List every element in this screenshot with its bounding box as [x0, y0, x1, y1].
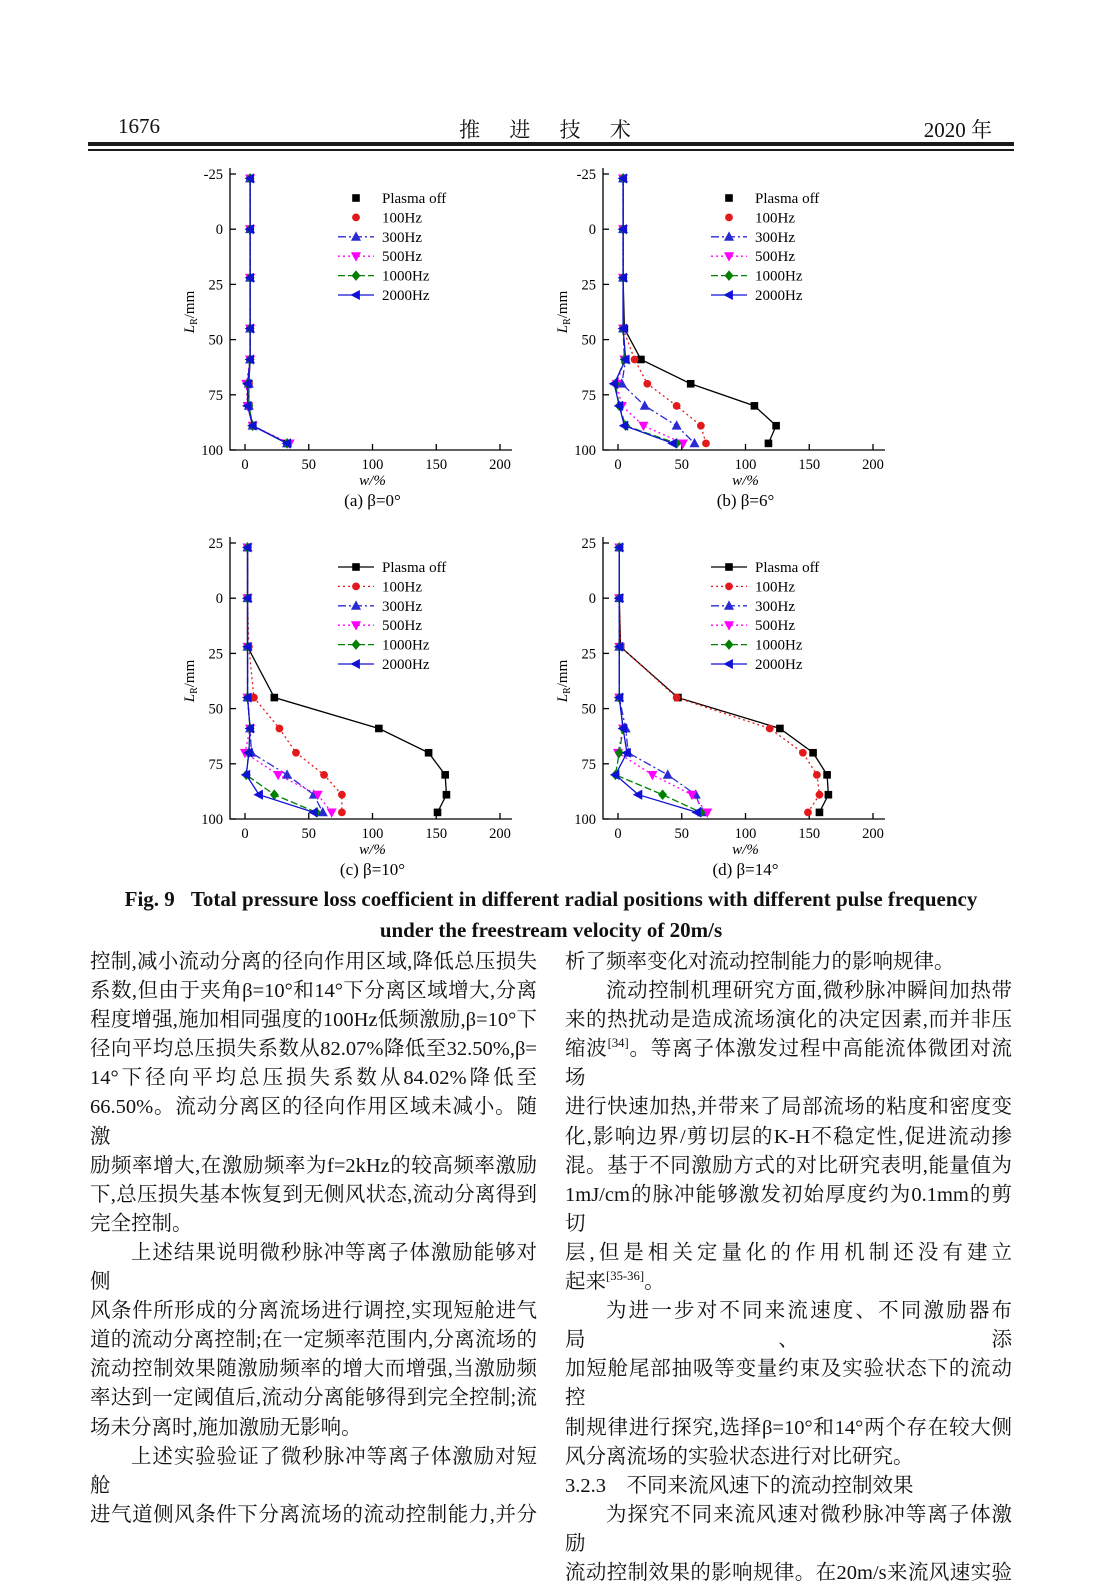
- figure-caption: [0, 884, 1102, 946]
- series-line: [617, 178, 683, 443]
- text-segment: 下,总压损失基本恢复到无侧风状态,流动分离得到: [90, 1183, 537, 1206]
- square-marker: [442, 772, 449, 779]
- x-tick-label: 100: [734, 826, 757, 842]
- triangle-down-marker: [274, 771, 282, 779]
- text-segment: 。: [644, 1271, 665, 1294]
- body-text-line: [565, 1006, 1012, 1035]
- legend-label: 2000Hz: [755, 288, 803, 304]
- circle-marker: [766, 725, 773, 732]
- triangle-up-marker: [664, 770, 672, 778]
- x-axis-ticks: [614, 444, 884, 473]
- circle-marker: [353, 583, 360, 590]
- text-segment: 混。基于不同激励方式的对比研究表明,能量值为: [565, 1154, 1012, 1177]
- y-tick-label: 50: [208, 332, 223, 349]
- diamond-marker: [271, 790, 279, 799]
- y-tick-label: 75: [208, 756, 223, 773]
- y-tick-label: 0: [215, 222, 223, 239]
- triangle-down-marker: [648, 771, 656, 779]
- body-text-line: [90, 1152, 537, 1181]
- series-300hz: [615, 543, 706, 816]
- series-plasma-off: [616, 544, 832, 816]
- legend-label: 2000Hz: [382, 288, 430, 304]
- y-tick-label: -25: [576, 167, 596, 183]
- text-segment: 进行快速加热,并带来了局部流场的粘度和密度变: [565, 1096, 1012, 1119]
- x-axis-ticks: [241, 813, 511, 842]
- x-axis-label: w/%: [359, 842, 386, 858]
- x-tick-label: 200: [489, 826, 511, 842]
- legend-label: 1000Hz: [755, 268, 803, 285]
- body-text-line: [565, 1443, 1012, 1472]
- text-segment: 加短舱尾部抽吸等变量约束及实验状态下的流动控: [565, 1358, 1012, 1410]
- body-text-line: [90, 1297, 537, 1326]
- citation-superscript: [35-36]: [606, 1269, 645, 1284]
- text-segment: 进气道侧风条件下分离流场的流动控制能力,并分: [90, 1503, 537, 1526]
- body-text-line: [90, 977, 537, 1006]
- text-segment: 程度增强,施加相同强度的100Hz低频激励,β=10°下: [90, 1009, 537, 1032]
- series-500hz: [614, 544, 712, 817]
- body-text-line: [90, 1239, 537, 1297]
- triangle-left-marker: [725, 291, 733, 299]
- subfigure-caption: (d) β=14°: [712, 860, 779, 879]
- y-tick-label: 100: [201, 812, 223, 828]
- text-segment: 场未分离时,施加激励无影响。: [90, 1416, 362, 1439]
- x-tick-label: 200: [862, 457, 884, 473]
- x-tick-label: 50: [674, 457, 689, 473]
- text-segment: 1mJ/cm的脉冲能够激发初始厚度约为0.1mm的剪切: [565, 1183, 1012, 1235]
- x-tick-label: 100: [734, 457, 757, 473]
- circle-marker: [805, 809, 812, 816]
- diamond-marker: [352, 271, 360, 280]
- body-text-line: [565, 1501, 1012, 1559]
- body-text-line: [90, 1443, 537, 1501]
- y-axis-ticks: [574, 536, 609, 828]
- x-axis-label: w/%: [359, 473, 386, 489]
- text-segment: 风条件所形成的分离流场进行调控,实现短舱进气: [90, 1300, 537, 1323]
- y-tick-label: 50: [581, 332, 596, 349]
- y-axis-label: $L_R/mm$: [182, 290, 200, 334]
- text-segment: 系数,但由于夹角β=10°和14°下分离区域增大,分离: [90, 980, 537, 1003]
- body-text-line: [565, 1239, 1012, 1268]
- y-tick-label: 100: [201, 443, 223, 459]
- body-text-line: [565, 1268, 1012, 1297]
- circle-marker: [726, 583, 733, 590]
- legend-label: Plasma off: [755, 560, 820, 576]
- text-segment: 控制,减小流动分离的径向作用区域,降低总压损失: [90, 951, 537, 973]
- text-segment: 制规律进行探究,选择β=10°和14°两个存在较大侧: [565, 1416, 1012, 1439]
- series-100hz: [620, 175, 710, 447]
- triangle-left-marker: [352, 291, 360, 299]
- subfigure-caption: (a) β=0°: [344, 491, 401, 510]
- y-tick-label: 75: [581, 756, 596, 773]
- square-marker: [271, 694, 278, 701]
- y-axis-label: $L_R/mm$: [555, 290, 573, 334]
- y-tick-label: 25: [208, 536, 223, 552]
- text-segment: 起来: [565, 1271, 606, 1294]
- text-segment: 流动控制机理研究方面,微秒脉冲瞬间加热带: [606, 980, 1012, 1003]
- square-marker: [425, 749, 432, 756]
- legend-label: 500Hz: [382, 249, 422, 266]
- legend-label: Plasma off: [382, 191, 447, 207]
- section-heading: [565, 1472, 1012, 1501]
- body-column-right: [565, 948, 1012, 1588]
- y-tick-label: 0: [588, 591, 596, 608]
- square-marker: [777, 725, 784, 732]
- series-line: [623, 178, 706, 443]
- series-line: [622, 178, 695, 443]
- body-text-line: [90, 1210, 537, 1239]
- legend: [338, 191, 446, 304]
- square-marker: [773, 422, 780, 429]
- series-300hz: [618, 174, 699, 447]
- x-axis-ticks: [241, 444, 511, 473]
- figure-caption-text: Total pressure loss coefficient in different radial positions with different pulse frequency: [190, 887, 978, 911]
- text-segment: 道的流动分离控制;在一定频率范围内,分离流场的: [90, 1329, 537, 1352]
- y-tick-label: 25: [208, 646, 223, 663]
- text-segment: 来的热扰动是造成流场演化的决定因素,而并非压: [565, 1009, 1012, 1032]
- header-year: 2020 年: [923, 118, 992, 142]
- text-segment: 层,但是相关定量化的作用机制还没有建立: [565, 1241, 1012, 1264]
- circle-marker: [339, 791, 346, 798]
- x-tick-label: 50: [301, 457, 316, 473]
- diamond-marker: [659, 790, 667, 799]
- square-marker: [443, 791, 450, 798]
- series-line: [248, 178, 288, 443]
- body-text-line: [90, 1384, 537, 1413]
- x-tick-label: 50: [674, 826, 689, 842]
- citation-superscript: [34]: [607, 1036, 629, 1051]
- series-300hz: [243, 543, 327, 816]
- circle-marker: [276, 725, 283, 732]
- y-axis-label: $L_R/mm$: [555, 659, 573, 703]
- legend-label: 1000Hz: [382, 637, 430, 654]
- text-segment: 上述结果说明微秒脉冲等离子体激励能够对侧: [90, 1241, 537, 1294]
- body-text-line: [90, 1093, 537, 1151]
- square-marker: [353, 195, 360, 202]
- triangle-left-marker: [352, 660, 360, 668]
- text-segment: 励频率增大,在激励频率为f=2kHz的较高频率激励: [90, 1154, 537, 1177]
- y-tick-label: 75: [581, 387, 596, 404]
- diamond-marker: [725, 640, 733, 649]
- y-tick-label: 50: [208, 701, 223, 718]
- x-tick-label: 150: [425, 457, 448, 473]
- legend-label: 1000Hz: [755, 637, 803, 654]
- figure-caption-line2: under the freestream velocity of 20m/s: [379, 918, 723, 942]
- axes: [230, 168, 512, 450]
- y-axis-ticks: [201, 167, 236, 459]
- square-marker: [825, 791, 832, 798]
- legend-label: 300Hz: [382, 598, 422, 615]
- y-tick-label: 0: [588, 222, 596, 239]
- text-segment: 流动控制效果随激励频率的增大而增强,当激励频: [90, 1358, 537, 1381]
- axes: [603, 537, 885, 819]
- circle-marker: [703, 440, 710, 447]
- series-line: [248, 547, 323, 812]
- series-line: [249, 178, 289, 443]
- figure-number: Fig. 9: [124, 887, 175, 911]
- x-tick-label: 150: [798, 457, 821, 473]
- axes: [230, 537, 512, 819]
- circle-marker: [353, 214, 360, 221]
- y-tick-label: 100: [574, 443, 596, 459]
- x-tick-label: 150: [798, 826, 821, 842]
- triangle-up-marker: [672, 421, 680, 429]
- legend-label: 2000Hz: [382, 657, 430, 673]
- x-tick-label: 0: [241, 826, 249, 842]
- square-marker: [687, 380, 694, 387]
- legend-label: 300Hz: [755, 229, 795, 246]
- body-text-line: [565, 1414, 1012, 1443]
- body-text-line: [90, 1355, 537, 1384]
- series-100hz: [244, 544, 345, 816]
- x-tick-label: 100: [361, 457, 384, 473]
- subfigure-caption: (c) β=10°: [339, 860, 406, 879]
- journal-title: 推 进 技 术: [459, 118, 643, 142]
- subfigure-caption: (b) β=6°: [716, 491, 775, 510]
- triangle-left-marker: [725, 660, 733, 668]
- body-text-line: [565, 1093, 1012, 1122]
- square-marker: [765, 440, 772, 447]
- y-tick-label: 0: [215, 591, 223, 608]
- circle-marker: [631, 356, 638, 363]
- circle-marker: [814, 771, 821, 778]
- y-tick-label: 100: [574, 812, 596, 828]
- body-text-line: [90, 1414, 537, 1443]
- body-text-line: [565, 1559, 1012, 1588]
- y-tick-label: 25: [581, 277, 596, 294]
- body-text-line: [565, 1152, 1012, 1181]
- body-text-line: [565, 948, 1012, 977]
- square-marker: [810, 749, 817, 756]
- y-tick-label: 50: [581, 701, 596, 718]
- body-text-line: [565, 1355, 1012, 1413]
- series-line: [249, 178, 287, 443]
- circle-marker: [644, 380, 651, 387]
- body-text-line: [565, 1181, 1012, 1239]
- x-tick-label: 0: [614, 826, 622, 842]
- x-axis-label: w/%: [732, 842, 759, 858]
- legend-label: 500Hz: [755, 618, 795, 635]
- y-axis-ticks: [201, 536, 236, 828]
- x-tick-label: 100: [361, 826, 384, 842]
- y-tick-label: 25: [581, 646, 596, 663]
- text-segment: 。等离子体激发过程中高能流体微团对流场: [565, 1038, 1013, 1090]
- legend-label: 2000Hz: [755, 657, 803, 673]
- legend-label: 100Hz: [382, 210, 422, 227]
- series-2000hz: [243, 174, 290, 447]
- page-number: 1676: [118, 114, 160, 138]
- y-axis-ticks: [574, 167, 609, 459]
- series-line: [249, 178, 287, 443]
- body-text-line: [90, 948, 537, 977]
- body-text-line: [90, 1064, 537, 1093]
- legend-label: 500Hz: [382, 618, 422, 635]
- legend: [711, 191, 819, 304]
- body-text-line: [565, 1035, 1012, 1093]
- legend-label: Plasma off: [755, 191, 820, 207]
- text-segment: 流动控制效果的影响规律。在20m/s来流风速实验: [565, 1561, 1012, 1584]
- square-marker: [824, 772, 831, 779]
- x-axis-ticks: [614, 813, 884, 842]
- legend-label: Plasma off: [382, 560, 447, 576]
- circle-marker: [339, 809, 346, 816]
- circle-marker: [321, 771, 328, 778]
- circle-marker: [816, 791, 823, 798]
- legend: [338, 560, 446, 673]
- text-segment: 上述实验验证了微秒脉冲等离子体激励对短舱: [90, 1445, 537, 1497]
- x-tick-label: 200: [862, 826, 884, 842]
- triangle-up-marker: [283, 770, 291, 778]
- circle-marker: [697, 422, 704, 429]
- circle-marker: [799, 749, 806, 756]
- chart-beta-14: [553, 531, 993, 899]
- x-tick-label: 0: [614, 457, 622, 473]
- header-rule-thin: [88, 149, 1014, 151]
- circle-marker: [673, 402, 680, 409]
- y-tick-label: 25: [581, 536, 596, 552]
- text-segment: 完全控制。: [90, 1212, 193, 1235]
- text-segment: 化,影响边界/剪切层的K-H不稳定性,促进流动掺: [565, 1125, 1012, 1148]
- figure-caption-line1: [0, 884, 1102, 915]
- square-marker: [751, 403, 758, 410]
- x-tick-label: 150: [425, 826, 448, 842]
- body-column-left: [90, 948, 537, 1530]
- legend-label: 100Hz: [382, 579, 422, 596]
- legend-label: 100Hz: [755, 579, 795, 596]
- square-marker: [726, 564, 733, 571]
- legend-label: 500Hz: [755, 249, 795, 266]
- text-segment: 66.50%。流动分离区的径向作用区域未减小。随激: [90, 1096, 537, 1148]
- text-segment: 14°下径向平均总压损失系数从84.02%降低至: [90, 1067, 537, 1090]
- text-segment: 缩波: [565, 1038, 608, 1061]
- y-tick-label: 75: [208, 387, 223, 404]
- body-text-line: [90, 1181, 537, 1210]
- legend-label: 300Hz: [755, 598, 795, 615]
- text-segment: 径向平均总压损失系数从82.07%降低至32.50%,β=: [90, 1038, 537, 1061]
- x-tick-label: 0: [241, 457, 249, 473]
- x-axis-label: w/%: [732, 473, 759, 489]
- body-text-line: [90, 1501, 537, 1530]
- body-text-line: [565, 1297, 1012, 1355]
- series-2000hz: [611, 543, 701, 816]
- triangle-down-marker: [639, 422, 647, 430]
- series-line: [248, 547, 342, 812]
- text-segment: 风分离流场的实验状态进行对比研究。: [565, 1445, 914, 1468]
- text-segment: 为进一步对不同来流速度、不同激励器布局、添: [565, 1300, 1012, 1352]
- circle-marker: [673, 694, 680, 701]
- triangle-up-marker: [641, 401, 649, 409]
- series-1000hz: [242, 543, 320, 817]
- square-marker: [434, 809, 441, 816]
- text-segment: 析了频率变化对流动控制能力的影响规律。: [565, 951, 955, 973]
- text-segment: 率达到一定阈值后,流动分离能够得到完全控制;流: [90, 1387, 537, 1410]
- legend-label: 100Hz: [755, 210, 795, 227]
- body-text-line: [90, 1326, 537, 1355]
- body-text-line: [565, 977, 1012, 1006]
- text-segment: 为探究不同来流风速对微秒脉冲等离子体激励: [565, 1503, 1012, 1555]
- series-line: [246, 178, 289, 443]
- square-marker: [816, 809, 823, 816]
- chart-beta-6: [553, 162, 993, 530]
- body-text-line: [565, 1123, 1012, 1152]
- legend: [711, 560, 819, 673]
- square-marker: [638, 356, 645, 363]
- triangle-down-marker: [328, 809, 336, 817]
- text-segment: 3.2.3 不同来流风速下的流动控制效果: [565, 1474, 914, 1497]
- circle-marker: [293, 749, 300, 756]
- y-axis-label: $L_R/mm$: [182, 659, 200, 703]
- circle-marker: [726, 214, 733, 221]
- x-tick-label: 50: [301, 826, 316, 842]
- square-marker: [726, 195, 733, 202]
- body-text-line: [90, 1035, 537, 1064]
- diamond-marker: [725, 271, 733, 280]
- legend-label: 300Hz: [382, 229, 422, 246]
- series-line: [248, 178, 288, 443]
- x-tick-label: 200: [489, 457, 511, 473]
- y-tick-label: -25: [203, 167, 223, 183]
- legend-label: 1000Hz: [382, 268, 430, 285]
- body-text-line: [90, 1006, 537, 1035]
- series-line: [619, 547, 702, 812]
- square-marker: [376, 725, 383, 732]
- header-rule-thick: [88, 142, 1014, 146]
- y-tick-label: 25: [208, 277, 223, 294]
- diamond-marker: [352, 640, 360, 649]
- square-marker: [353, 564, 360, 571]
- triangle-left-marker: [255, 791, 263, 799]
